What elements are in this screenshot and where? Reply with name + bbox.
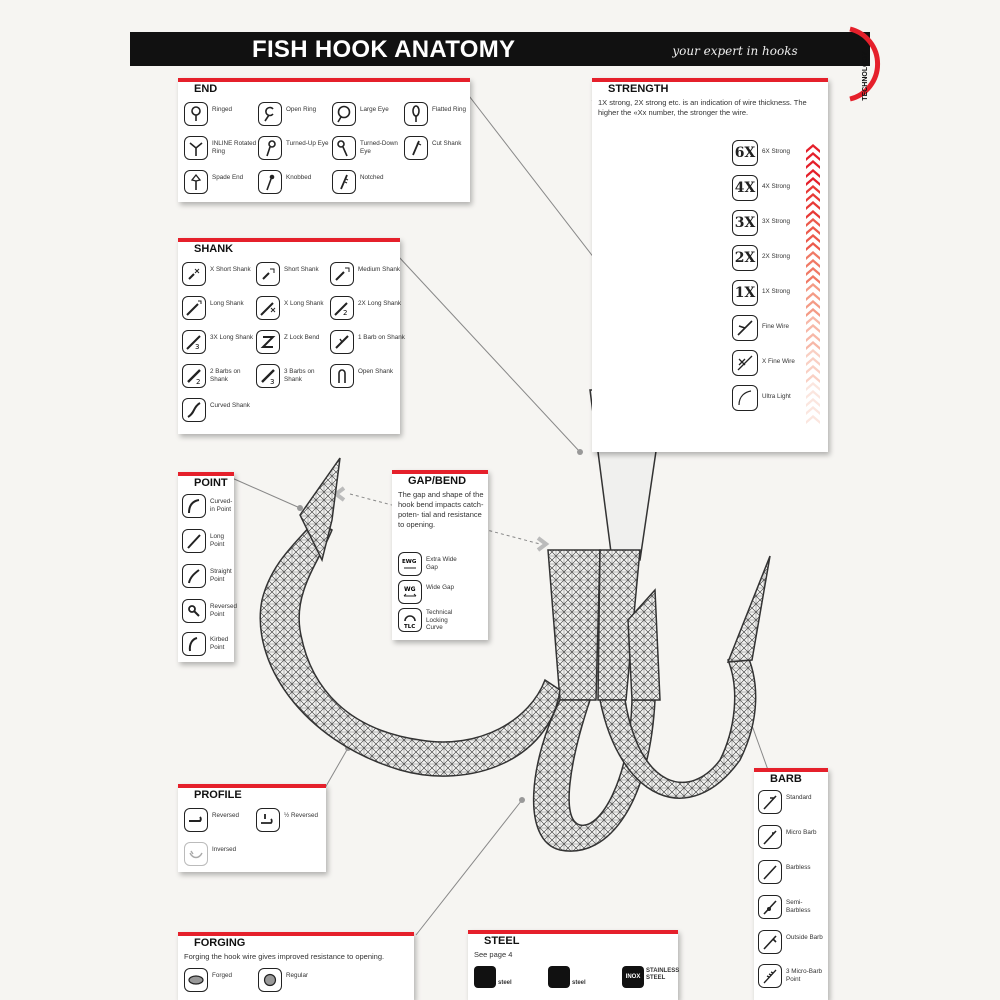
barb-item-label: Micro Barb	[786, 829, 817, 836]
steel-logo-label: STAINLESS STEEL	[646, 968, 680, 981]
end-item	[184, 136, 256, 164]
fine-wire-icon	[732, 315, 758, 341]
forging-panel-title: FORGING	[194, 937, 246, 949]
strength-item-label: Fine Wire	[762, 323, 789, 330]
curved-in-point-icon	[182, 494, 206, 518]
steel-panel	[468, 930, 678, 1000]
ringed-eye-icon	[184, 102, 208, 126]
svg-text:EWG: EWG	[402, 559, 417, 565]
gap-bend-panel-title: GAP/BEND	[408, 475, 467, 487]
end-item-label: Cut Shank	[432, 140, 462, 147]
end-item-label: Notched	[360, 174, 384, 181]
2x-long-shank-icon	[330, 296, 354, 320]
shank-item-label: 2X Long Shank	[358, 300, 402, 307]
long-point-icon	[182, 529, 206, 553]
gap-item	[398, 608, 484, 636]
svg-text:2: 2	[343, 309, 348, 317]
straight-point-icon	[182, 564, 206, 588]
shank-item-label: X Short Shank	[210, 266, 251, 273]
reversed-point-icon	[182, 599, 206, 623]
one-barb-icon	[330, 330, 354, 354]
standard-barb-icon	[758, 790, 782, 814]
barb-item	[758, 964, 828, 992]
point-item-label: Straight Point	[210, 568, 232, 583]
shank-item-label: Open Shank	[358, 368, 394, 375]
end-item-label: Large Eye	[360, 106, 389, 113]
shank-item	[182, 296, 254, 324]
shank-item-label: 2 Barbs on Shank	[210, 368, 241, 383]
steel-logo-label: steel	[572, 980, 586, 986]
spade-end-icon	[184, 170, 208, 194]
x-short-shank-icon	[182, 262, 206, 286]
ultra-light-icon	[732, 385, 758, 411]
shank-item	[182, 262, 254, 290]
svg-text:WG: WG	[404, 586, 416, 593]
strength-item-label: 1X Strong	[762, 288, 791, 295]
regular-icon	[258, 968, 282, 992]
strength-panel-title: STRENGTH	[608, 83, 669, 95]
kirbed-point-icon	[182, 632, 206, 656]
forging-item	[258, 968, 330, 996]
shank-item	[182, 364, 254, 392]
forging-item-label: Regular	[286, 972, 309, 979]
extra-wide-gap-icon	[398, 552, 422, 576]
shank-item-label: Long Shank	[210, 300, 244, 307]
end-item	[258, 170, 330, 198]
steel-description: See page 4	[474, 950, 513, 959]
shank-item-label: 3X Long Shank	[210, 334, 254, 341]
strength-description: 1X strong, 2X strong etc. is an indication of wire thickness. The higher the «Xx number, the stronger the wire.	[598, 98, 807, 117]
shank-item	[182, 398, 254, 426]
shank-item-label: 1 Barb on Shank	[358, 334, 405, 341]
shank-item	[330, 296, 400, 324]
point-item	[182, 529, 234, 557]
medium-shank-icon	[330, 262, 354, 286]
z-lock-bend-icon	[256, 330, 280, 354]
gap-item-label: Extra Wide Gap	[426, 556, 457, 571]
profile-panel	[178, 784, 326, 872]
end-item	[332, 102, 404, 130]
turned-down-eye-icon	[332, 136, 356, 160]
gap-bend-description: The gap and shape of the hook bend impacts catch-poten- tial and resistance to opening.	[398, 490, 484, 529]
forging-panel	[178, 932, 414, 1000]
shank-item	[256, 364, 328, 392]
barb-item-label: Barbless	[786, 864, 811, 871]
gap-bend-panel	[392, 470, 488, 640]
end-item-label: Knobbed	[286, 174, 312, 181]
barb-panel-title: BARB	[770, 773, 802, 785]
barb-item	[758, 860, 828, 888]
forging-description: Forging the hook wire gives improved resistance to opening.	[184, 952, 385, 961]
open-shank-icon	[330, 364, 354, 388]
inox-stainless-logo-icon: INOX	[622, 966, 644, 988]
wide-gap-icon	[398, 580, 422, 604]
forging-item	[184, 968, 256, 996]
end-item-label: Spade End	[212, 174, 244, 181]
profile-item-label: Reversed	[212, 812, 239, 819]
short-shank-icon	[256, 262, 280, 286]
point-item-label: Long Point	[210, 533, 225, 548]
shank-item	[256, 330, 328, 358]
end-item-label: Turned-Up Eye	[286, 140, 329, 147]
long-shank-icon	[182, 296, 206, 320]
open-ring-icon	[258, 102, 282, 126]
barb-item	[758, 930, 828, 958]
steel-logo	[474, 966, 514, 998]
x-fine-wire-icon	[732, 350, 758, 376]
end-item-label: Ringed	[212, 106, 232, 113]
brand-tagline: your expert in hooks	[672, 44, 798, 58]
barb-item-label: Semi-Barbless	[786, 899, 811, 914]
shank-item	[330, 364, 400, 392]
shank-item-label: 3 Barbs on Shank	[284, 368, 315, 383]
shank-item-label: Medium Shank	[358, 266, 400, 273]
forging-item-label: Forged	[212, 972, 232, 979]
end-item	[332, 136, 404, 164]
strength-item-label: Ultra Light	[762, 393, 791, 400]
end-item	[404, 136, 470, 164]
inline-rotated-ring-icon	[184, 136, 208, 160]
end-item	[258, 102, 330, 130]
strength-glyph: 2X	[732, 245, 758, 271]
profile-item	[184, 842, 256, 870]
shank-item-label: Curved Shank	[210, 402, 250, 409]
svg-text:3: 3	[195, 343, 200, 351]
end-item	[258, 136, 330, 164]
end-panel-title: END	[194, 83, 218, 95]
technical-locking-curve-icon	[398, 608, 422, 632]
half-reversed-profile-icon	[256, 808, 280, 832]
large-eye-icon	[332, 102, 356, 126]
gap-item	[398, 552, 484, 580]
steel-logo	[548, 966, 588, 998]
barb-item-label: Outside Barb	[786, 934, 823, 941]
barbless-icon	[758, 860, 782, 884]
shank-panel-title: SHANK	[194, 243, 234, 255]
strength-item-label: 4X Strong	[762, 183, 791, 190]
end-item-label: Flatted Ring	[432, 106, 466, 113]
curved-shank-icon	[182, 398, 206, 422]
gap-item-label: Technical Locking Curve	[426, 609, 453, 631]
profile-item-label: ½ Reversed	[284, 812, 318, 819]
barb-panel	[754, 768, 828, 1000]
3x-long-shank-icon	[182, 330, 206, 354]
strength-item-label: 6X Strong	[762, 148, 791, 155]
technology-label: TECHNOLOGY	[862, 51, 869, 101]
barb-item	[758, 825, 828, 853]
strength-glyph: 1X	[732, 280, 758, 306]
end-panel	[178, 78, 470, 202]
strength-glyph: 6X	[732, 140, 758, 166]
profile-item	[184, 808, 256, 836]
barb-item-label: 3 Micro-Barb Point	[786, 968, 823, 983]
strength-item-label: 3X Strong	[762, 218, 791, 225]
svg-text:TLC: TLC	[404, 624, 416, 629]
point-item-label: Reversed Point	[210, 603, 237, 618]
gap-item-label: Wide Gap	[426, 584, 454, 591]
shank-item	[330, 262, 400, 290]
steel-logo-label: steel	[498, 980, 512, 986]
point-item	[182, 599, 237, 627]
point-item-label: Kirbed Point	[210, 636, 229, 651]
shank-item	[256, 262, 328, 290]
page-title: FISH HOOK ANATOMY	[252, 36, 516, 63]
end-item	[332, 170, 404, 198]
knobbed-icon	[258, 170, 282, 194]
steel-logo	[622, 966, 680, 998]
svg-text:3: 3	[270, 378, 275, 385]
end-item	[184, 102, 256, 130]
shank-item-label: Short Shank	[284, 266, 319, 273]
profile-item-label: Inversed	[212, 846, 237, 853]
shank-item-label: X Long Shank	[284, 300, 324, 307]
profile-item	[256, 808, 326, 836]
barb-item-label: Standard	[786, 794, 812, 801]
reversed-profile-icon	[184, 808, 208, 832]
strength-item-label: X Fine Wire	[762, 358, 795, 365]
point-item	[182, 564, 234, 592]
strength-glyph: 4X	[732, 175, 758, 201]
point-item	[182, 494, 234, 522]
strength-item-label: 2X Strong	[762, 253, 791, 260]
end-item-label: Turned-Down Eye	[360, 140, 398, 155]
strength-chevron	[804, 411, 822, 425]
shank-item	[256, 296, 328, 324]
shank-item-label: Z Lock Bend	[284, 334, 320, 341]
inversed-profile-icon	[184, 842, 208, 866]
shank-panel	[178, 238, 405, 434]
barb-item	[758, 790, 828, 818]
two-barbs-icon	[182, 364, 206, 388]
gap-item	[398, 580, 484, 608]
cut-shank-icon	[404, 136, 428, 160]
notched-icon	[332, 170, 356, 194]
three-barbs-icon	[256, 364, 280, 388]
outside-barb-icon	[758, 930, 782, 954]
x-long-shank-icon	[256, 296, 280, 320]
strength-glyph: 3X	[732, 210, 758, 236]
flatted-ring-icon	[404, 102, 428, 126]
end-item-label: Open Ring	[286, 106, 317, 113]
profile-panel-title: PROFILE	[194, 789, 242, 801]
point-item-label: Curved-in Point	[210, 498, 233, 513]
hi-carbon-steel-logo-icon	[548, 966, 570, 988]
end-item	[184, 170, 256, 198]
shank-item	[182, 330, 254, 358]
shank-item	[330, 330, 405, 358]
point-panel-title: POINT	[194, 477, 228, 489]
three-micro-barb-icon	[758, 964, 782, 988]
strength-panel	[592, 78, 828, 452]
turned-up-eye-icon	[258, 136, 282, 160]
end-item-label: INLINE Rotated Ring	[212, 140, 257, 155]
end-item	[404, 102, 470, 130]
semi-barbless-icon	[758, 895, 782, 919]
barb-item	[758, 895, 828, 923]
point-item	[182, 632, 234, 660]
steel-panel-title: STEEL	[484, 935, 520, 947]
carbon-steel-logo-icon	[474, 966, 496, 988]
svg-text:2: 2	[196, 378, 201, 385]
forged-icon	[184, 968, 208, 992]
point-panel	[178, 472, 237, 662]
micro-barb-icon	[758, 825, 782, 849]
